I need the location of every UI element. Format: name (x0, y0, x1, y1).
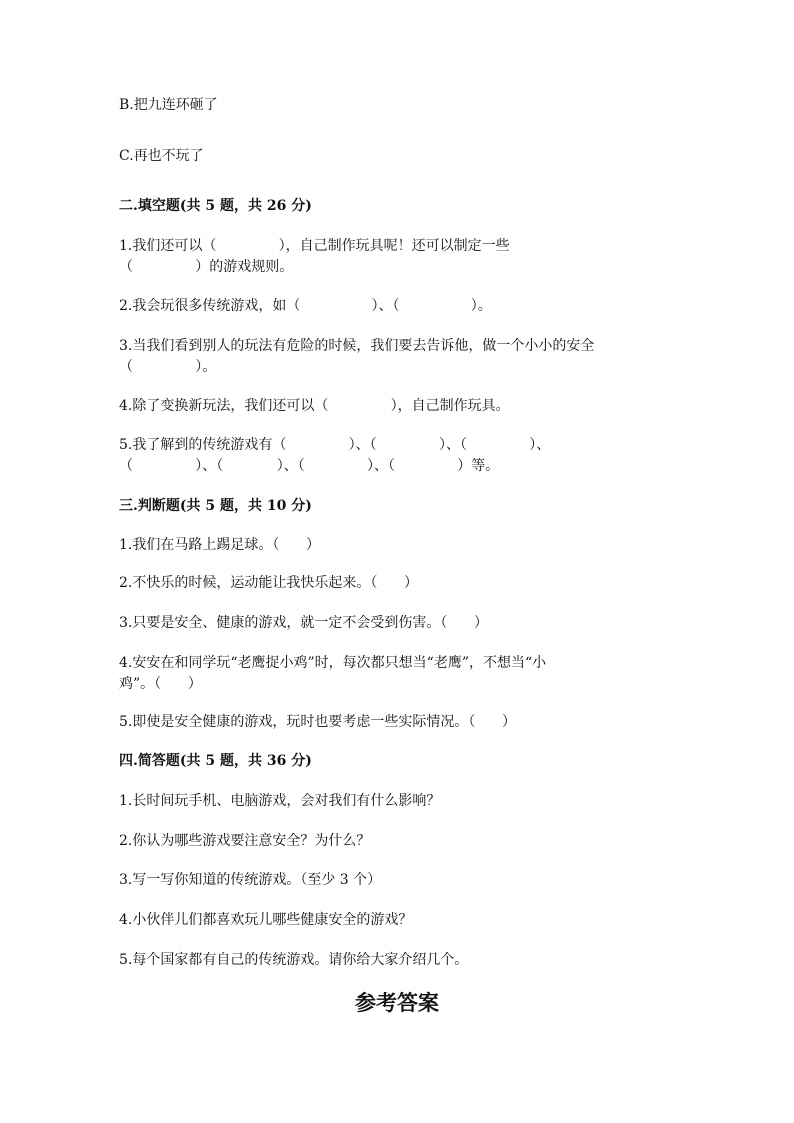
fill-question-4: 4.除了变换新玩法，我们还可以（ ），自己制作玩具。 (119, 398, 510, 414)
section-heading-true-false: 三.判断题(共 5 题，共 10 分) (119, 498, 312, 514)
judge-question-3: 3.只要是安全、健康的游戏，就一定不会受到伤害。（ ） (119, 615, 489, 631)
short-question-2: 2.你认为哪些游戏要注意安全？为什么？ (119, 833, 371, 849)
judge-question-1: 1.我们在马路上踢足球。（ ） (119, 537, 321, 553)
fill-question-5-line-2: （ ）、（ ）、（ ）、（ ）等。 (119, 458, 500, 474)
section-heading-fill-blank: 二.填空题(共 5 题，共 26 分) (119, 198, 312, 214)
short-question-3: 3.写一写你知道的传统游戏。（至少 3 个） (119, 872, 382, 888)
judge-question-4-line-2: 鸡”。（ ） (119, 676, 202, 692)
judge-question-5: 5.即使是安全健康的游戏，玩时也要考虑一些实际情况。（ ） (119, 714, 517, 730)
fill-question-3-line-1: 3.当我们看到别人的玩法有危险的时候，我们要去告诉他，做一个小小的安全 (119, 338, 595, 354)
fill-question-3-line-2: （ ）。 (119, 359, 217, 375)
fill-question-5-line-1: 5.我了解到的传统游戏有（ ）、（ ）、（ ）、 (119, 437, 551, 453)
answer-key-title: 参考答案 (355, 990, 439, 1015)
fill-question-1-line-1: 1.我们还可以（ ），自己制作玩具呢！还可以制定一些 (119, 238, 510, 254)
short-question-1: 1.长时间玩手机、电脑游戏，会对我们有什么影响？ (119, 793, 441, 809)
fill-question-2: 2.我会玩很多传统游戏，如（ ）、（ ）。 (119, 298, 492, 314)
choice-c: C.再也不玩了 (119, 148, 204, 164)
short-question-5: 5.每个国家都有自己的传统游戏。请你给大家介绍几个。 (119, 952, 469, 968)
fill-question-1-line-2: （ ）的游戏规则。 (119, 259, 294, 275)
short-question-4: 4.小伙伴儿们都喜欢玩儿哪些健康安全的游戏？ (119, 912, 413, 928)
choice-b: B.把九连环砸了 (119, 97, 218, 113)
judge-question-2: 2.不快乐的时候，运动能让我快乐起来。（ ） (119, 575, 419, 591)
section-heading-short-answer: 四.简答题(共 5 题，共 36 分) (119, 753, 312, 769)
judge-question-4-line-1: 4.安安在和同学玩“老鹰捉小鸡”时，每次都只想当“老鹰”，不想当“小 (119, 655, 547, 671)
